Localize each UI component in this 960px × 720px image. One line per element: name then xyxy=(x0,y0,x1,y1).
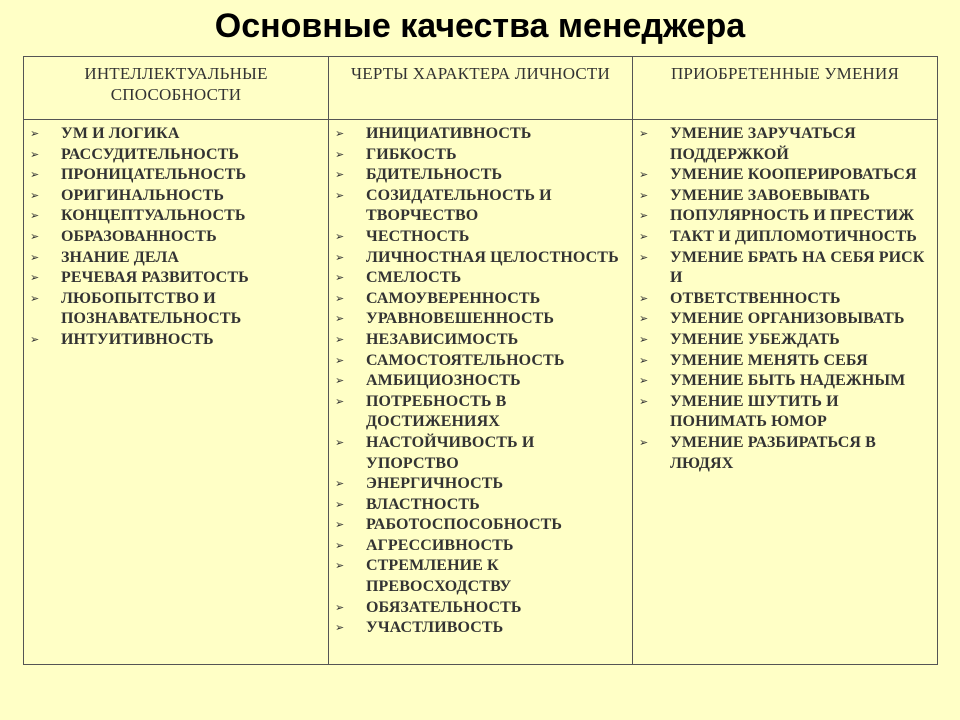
list-item-text: РАБОТОСПОСОБНОСТЬ xyxy=(366,516,563,534)
arrow-bullet-icon: ➢ xyxy=(335,271,345,285)
list-item-text: ЛЮБОПЫТСТВО И ПОЗНАВАТЕЛЬНОСТЬ xyxy=(61,289,242,328)
list-item xyxy=(329,536,632,557)
arrow-bullet-icon: ➢ xyxy=(30,188,40,202)
arrow-bullet-icon: ➢ xyxy=(335,497,345,511)
list-item-text: ВЛАСТНОСТЬ xyxy=(366,495,480,513)
arrow-bullet-icon: ➢ xyxy=(335,394,345,408)
list-item xyxy=(24,268,328,289)
arrow-bullet-icon: ➢ xyxy=(639,209,649,223)
list-item xyxy=(329,124,632,145)
arrow-bullet-icon: ➢ xyxy=(335,312,345,326)
list-item xyxy=(329,309,632,330)
arrow-bullet-icon: ➢ xyxy=(30,332,40,346)
arrow-bullet-icon: ➢ xyxy=(639,394,649,408)
list-item xyxy=(329,268,632,289)
list-item xyxy=(24,227,328,248)
column-header-intellectual: ИНТЕЛЛЕКТУАЛЬНЫЕ СПОСОБНОСТИ xyxy=(24,57,329,120)
list-item-text: УМ И ЛОГИКА xyxy=(61,125,180,142)
arrow-bullet-icon: ➢ xyxy=(639,291,649,305)
column-intellectual xyxy=(24,120,329,665)
list-item xyxy=(633,124,937,165)
arrow-bullet-icon: ➢ xyxy=(335,147,345,161)
list-item-text: РАССУДИТЕЛЬНОСТЬ xyxy=(61,145,240,163)
arrow-bullet-icon: ➢ xyxy=(639,374,649,388)
list-item-text: УМЕНИЕ РАЗБИРАТЬСЯ В ЛЮДЯХ xyxy=(670,433,876,472)
list-item xyxy=(633,206,937,227)
list-item-text: ИНИЦИАТИВНОСТЬ xyxy=(366,125,532,142)
list-item-text: СТРЕМЛЕНИЕ К ПРЕВОСХОДСТВУ xyxy=(366,557,512,596)
arrow-bullet-icon: ➢ xyxy=(335,559,345,573)
intellectual-list xyxy=(24,124,328,351)
arrow-bullet-icon: ➢ xyxy=(30,147,40,161)
arrow-bullet-icon: ➢ xyxy=(335,168,345,182)
list-item-text: УМЕНИЕ ОРГАНИЗОВЫВАТЬ xyxy=(670,310,905,328)
list-item xyxy=(329,474,632,495)
arrow-bullet-icon: ➢ xyxy=(639,229,649,243)
list-item xyxy=(329,618,632,639)
arrow-bullet-icon: ➢ xyxy=(30,229,40,243)
list-item-text: ОБРАЗОВАННОСТЬ xyxy=(61,227,217,245)
arrow-bullet-icon: ➢ xyxy=(639,353,649,367)
list-item xyxy=(329,598,632,619)
list-item-text: ТАКТ И ДИПЛОМОТИЧНОСТЬ xyxy=(670,227,917,245)
arrow-bullet-icon: ➢ xyxy=(335,374,345,388)
list-item-text: УМЕНИЕ БЫТЬ НАДЕЖНЫМ xyxy=(670,372,906,390)
column-header-character: ЧЕРТЫ ХАРАКТЕРА ЛИЧНОСТИ xyxy=(329,57,633,120)
list-item xyxy=(24,124,328,145)
list-item xyxy=(329,556,632,597)
list-item xyxy=(329,165,632,186)
list-item xyxy=(633,248,937,289)
list-item-text: БДИТЕЛЬНОСТЬ xyxy=(366,166,503,184)
list-item xyxy=(24,289,328,330)
list-item-text: УМЕНИЕ ШУТИТЬ И ПОНИМАТЬ ЮМОР xyxy=(670,392,839,431)
arrow-bullet-icon: ➢ xyxy=(639,127,649,140)
list-item xyxy=(633,186,937,207)
list-item xyxy=(633,330,937,351)
column-header-skills: ПРИОБРЕТЕННЫЕ УМЕНИЯ xyxy=(633,57,938,120)
arrow-bullet-icon: ➢ xyxy=(335,250,345,264)
list-item xyxy=(24,165,328,186)
list-item-text: ЧЕСТНОСТЬ xyxy=(366,227,470,245)
list-item-text: УРАВНОВЕШЕННОСТЬ xyxy=(366,310,555,328)
arrow-bullet-icon: ➢ xyxy=(30,127,40,140)
arrow-bullet-icon: ➢ xyxy=(335,127,345,140)
list-item-text: УМЕНИЕ УБЕЖДАТЬ xyxy=(670,330,840,348)
list-item xyxy=(24,186,328,207)
list-item-text: ЭНЕРГИЧНОСТЬ xyxy=(366,475,504,493)
table-header-row xyxy=(24,57,938,120)
arrow-bullet-icon: ➢ xyxy=(30,291,40,305)
list-item-text: ОРИГИНАЛЬНОСТЬ xyxy=(61,186,225,204)
skills-list xyxy=(633,124,937,474)
list-item xyxy=(24,206,328,227)
list-item-text: КОНЦЕПТУАЛЬНОСТЬ xyxy=(61,207,246,225)
column-character xyxy=(329,120,633,665)
list-item xyxy=(24,330,328,351)
arrow-bullet-icon: ➢ xyxy=(335,332,345,346)
arrow-bullet-icon: ➢ xyxy=(639,312,649,326)
list-item-text: СМЕЛОСТЬ xyxy=(366,269,462,287)
arrow-bullet-icon: ➢ xyxy=(335,291,345,305)
arrow-bullet-icon: ➢ xyxy=(639,168,649,182)
list-item xyxy=(633,309,937,330)
arrow-bullet-icon: ➢ xyxy=(639,188,649,202)
list-item xyxy=(329,145,632,166)
list-item xyxy=(329,248,632,269)
arrow-bullet-icon: ➢ xyxy=(30,168,40,182)
list-item xyxy=(633,433,937,474)
list-item-text: УМЕНИЕ БРАТЬ НА СЕБЯ РИСК И xyxy=(670,248,925,287)
list-item-text: УЧАСТЛИВОСТЬ xyxy=(366,619,504,637)
list-item xyxy=(329,289,632,310)
list-item xyxy=(633,227,937,248)
list-item-text: НЕЗАВИСИМОСТЬ xyxy=(366,330,519,348)
list-item xyxy=(329,371,632,392)
list-item xyxy=(633,351,937,372)
list-item-text: ИНТУИТИВНОСТЬ xyxy=(61,330,214,348)
arrow-bullet-icon: ➢ xyxy=(335,353,345,367)
arrow-bullet-icon: ➢ xyxy=(639,250,649,264)
list-item-text: СОЗИДАТЕЛЬНОСТЬ И ТВОРЧЕСТВО xyxy=(366,186,552,225)
arrow-bullet-icon: ➢ xyxy=(335,518,345,532)
list-item-text: ГИБКОСТЬ xyxy=(366,145,457,163)
list-item xyxy=(24,248,328,269)
arrow-bullet-icon: ➢ xyxy=(30,250,40,264)
list-item-text: ОБЯЗАТЕЛЬНОСТЬ xyxy=(366,598,522,616)
list-item xyxy=(633,371,937,392)
arrow-bullet-icon: ➢ xyxy=(335,435,345,449)
list-item xyxy=(24,145,328,166)
list-item xyxy=(633,165,937,186)
list-item-text: УМЕНИЕ КООПЕРИРОВАТЬСЯ xyxy=(670,166,917,184)
list-item xyxy=(633,289,937,310)
arrow-bullet-icon: ➢ xyxy=(30,271,40,285)
list-item xyxy=(329,433,632,474)
list-item xyxy=(329,330,632,351)
arrow-bullet-icon: ➢ xyxy=(639,435,649,449)
table-body-row xyxy=(24,120,938,665)
column-skills xyxy=(633,120,938,665)
character-list xyxy=(329,124,632,639)
list-item-text: ПОТРЕБНОСТЬ В ДОСТИЖЕНИЯХ xyxy=(366,392,507,431)
list-item xyxy=(329,186,632,227)
list-item-text: УМЕНИЕ МЕНЯТЬ СЕБЯ xyxy=(670,351,868,369)
list-item xyxy=(329,515,632,536)
list-item-text: ПРОНИЦАТЕЛЬНОСТЬ xyxy=(61,166,247,184)
list-item-text: НАСТОЙЧИВОСТЬ И УПОРСТВО xyxy=(366,433,535,472)
list-item xyxy=(633,392,937,433)
list-item-text: ОТВЕТСТВЕННОСТЬ xyxy=(670,289,841,307)
arrow-bullet-icon: ➢ xyxy=(335,188,345,202)
list-item xyxy=(329,351,632,372)
arrow-bullet-icon: ➢ xyxy=(335,621,345,635)
list-item-text: РЕЧЕВАЯ РАЗВИТОСТЬ xyxy=(61,269,249,287)
arrow-bullet-icon: ➢ xyxy=(30,209,40,223)
list-item-text: АМБИЦИОЗНОСТЬ xyxy=(366,372,521,390)
arrow-bullet-icon: ➢ xyxy=(335,600,345,614)
arrow-bullet-icon: ➢ xyxy=(335,477,345,491)
list-item-text: АГРЕССИВНОСТЬ xyxy=(366,536,514,554)
arrow-bullet-icon: ➢ xyxy=(335,229,345,243)
list-item-text: САМОУВЕРЕННОСТЬ xyxy=(366,289,541,307)
list-item-text: УМЕНИЕ ЗАВОЕВЫВАТЬ xyxy=(670,186,871,204)
list-item xyxy=(329,392,632,433)
list-item-text: ЛИЧНОСТНАЯ ЦЕЛОСТНОСТЬ xyxy=(366,248,619,266)
list-item xyxy=(329,227,632,248)
list-item xyxy=(329,495,632,516)
qualities-table xyxy=(23,56,938,665)
list-item-text: ЗНАНИЕ ДЕЛА xyxy=(61,248,180,266)
page-title: Основные качества менеджера xyxy=(214,7,746,45)
list-item-text: САМОСТОЯТЕЛЬНОСТЬ xyxy=(366,351,565,369)
arrow-bullet-icon: ➢ xyxy=(639,332,649,346)
list-item-text: ПОПУЛЯРНОСТЬ И ПРЕСТИЖ xyxy=(670,207,915,225)
arrow-bullet-icon: ➢ xyxy=(335,538,345,552)
list-item-text: УМЕНИЕ ЗАРУЧАТЬСЯ ПОДДЕРЖКОЙ xyxy=(670,125,856,163)
